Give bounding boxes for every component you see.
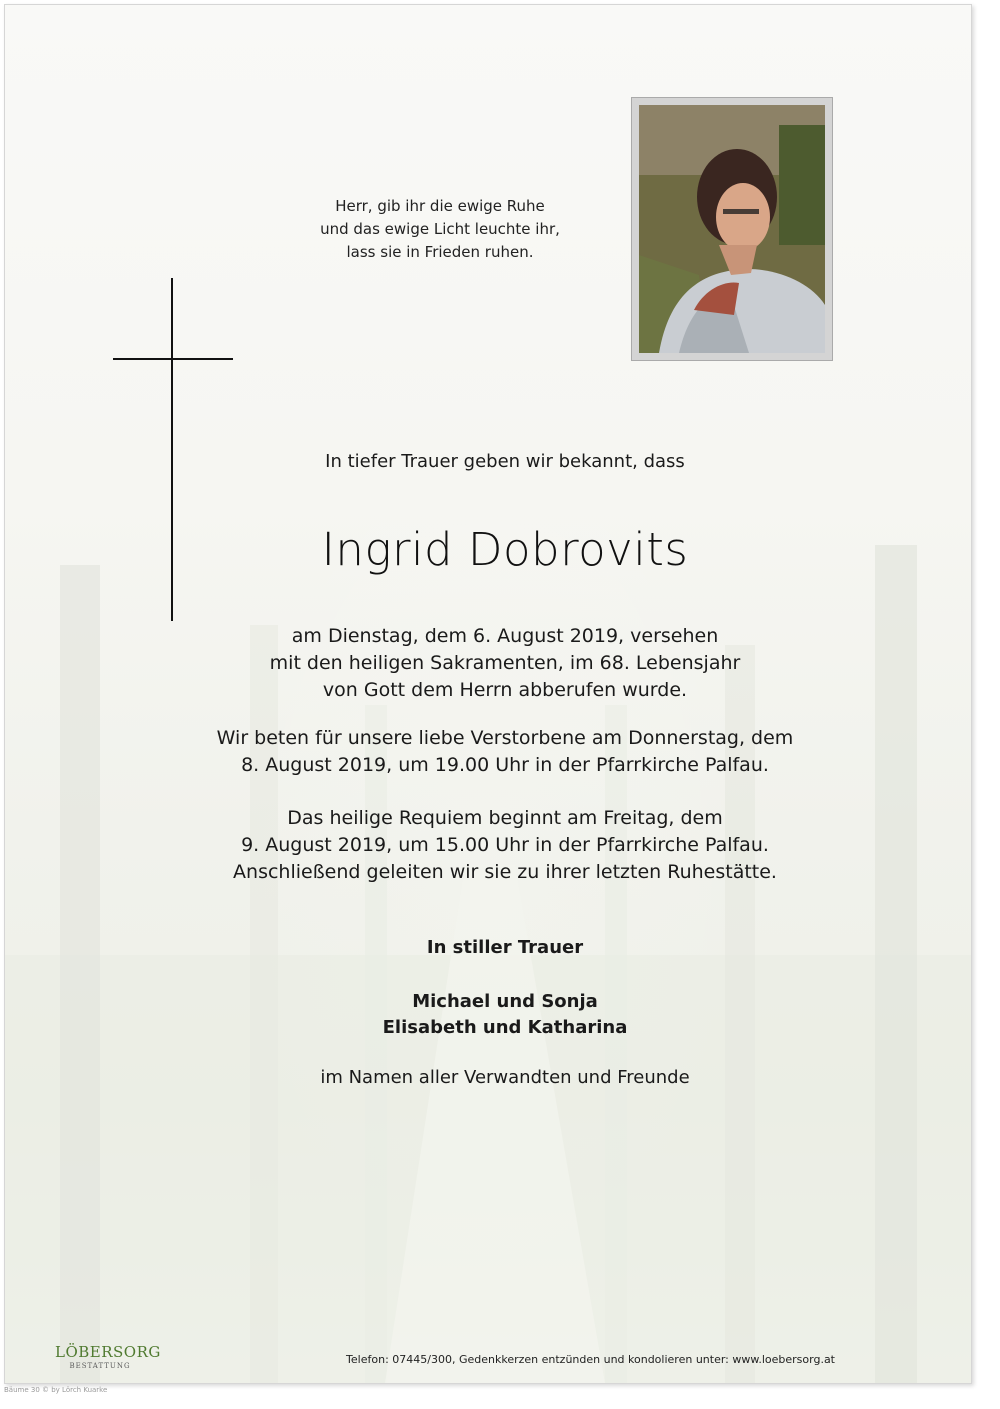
death-notice-paragraph [155,623,855,704]
mourner-name: Elisabeth und Katharina [382,1017,628,1038]
prayer-line: Herr, gib ihr die ewige Ruhe [335,197,545,215]
contact-footer: Telefon: 07445/300, Gedenkkerzen entzünden und kondolieren unter: www.loebersorg.at [346,1353,835,1366]
prayer-line: und das ewige Licht leuchte ihr, [320,220,560,238]
deceased-name: Ingrid Dobrovits [321,523,689,576]
paragraph-line: Anschließend geleiten wir sie zu ihrer letzten Ruhestätte. [233,861,777,883]
paragraph-line: von Gott dem Herrn abberufen wurde. [322,679,688,701]
closing-line: im Namen aller Verwandten und Freunde [320,1067,690,1088]
cross-vertical-bar [171,278,173,621]
paragraph-line: Das heilige Requiem beginnt am Freitag, dem [287,807,723,829]
mourners-list [205,989,805,1041]
announcement-intro: In tiefer Trauer geben wir bekannt, dass [325,451,685,472]
funeral-home-logo [55,1343,161,1370]
requiem-paragraph [155,805,855,886]
logo-subtitle: BESTATTUNG [69,1362,131,1370]
portrait-photo [639,105,825,353]
image-credit: Bäume 30 © by Lörch Kuarke [4,1386,108,1394]
prayer-service-paragraph [155,725,855,779]
paragraph-line: mit den heiligen Sakramenten, im 68. Lebensjahr [269,652,741,674]
paragraph-line: 9. August 2019, um 15.00 Uhr in der Pfarrkirche Palfau. [241,834,769,856]
mourning-label: In stiller Trauer [426,937,584,958]
mourner-name: Michael und Sonja [412,991,598,1012]
cross-horizontal-bar [113,358,233,360]
paragraph-line: 8. August 2019, um 19.00 Uhr in der Pfarrkirche Palfau. [241,754,769,776]
prayer-line: lass sie in Frieden ruhen. [346,243,534,261]
paragraph-line: am Dienstag, dem 6. August 2019, versehen [291,625,719,647]
paragraph-line: Wir beten für unsere liebe Verstorbene am Donnerstag, dem [216,727,794,749]
obituary-page [4,4,972,1384]
portrait-frame [631,97,833,361]
logo-name: LÖBERSORG [55,1343,161,1361]
prayer-verse [275,195,605,264]
